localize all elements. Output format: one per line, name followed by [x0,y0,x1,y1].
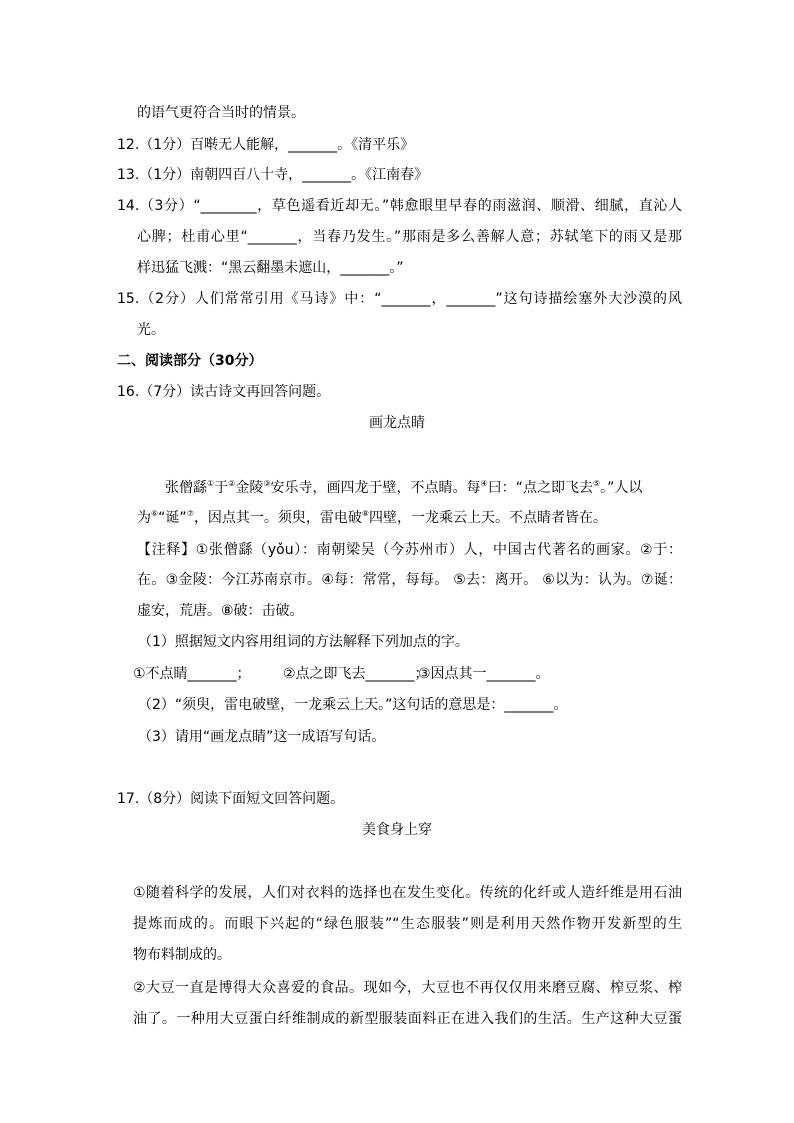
subquestion-3: （3）请用“画龙点睛”这一成语写句话。 [138,729,386,745]
passage-segment: 金陵 [235,480,264,496]
subquestion-1a: ①不点睛_______； [133,666,251,682]
annotation-line: 【注释】①张僧繇（yǒu）：南朝梁吴（今苏州市）人，中国古代著名的画家。②于： [137,542,682,558]
passage-text [137,510,607,526]
passage-segment: ，因点其一。须臾，雷电破 [193,510,362,526]
passage-segment: 。”人以 [600,480,643,496]
question-15: 15.（2分）人们常常引用《马诗》中：“_______，_______”这句诗描绘塞外大沙漠的风 [117,291,682,307]
footnote-marker: ⑦ [186,509,194,518]
article-line: 物布料制成的。 [133,947,231,963]
passage-segment: 四壁，一龙乘云上天。不点睛者皆在。 [369,510,608,526]
subquestion-1c: ③因点其一_______。 [418,666,550,682]
question-16: 16.（7分）读古诗文再回答问题。 [117,384,331,400]
article-line: ②大豆一直是博得大众喜爱的食品。现如今，大豆也不再仅仅用来磨豆腐、榨豆浆、榨 [133,980,682,996]
question-17: 17.（8分）阅读下面短文回答问题。 [117,791,345,807]
subquestion-1: （1）照据短文内容用组词的方法解释下列加点的字。 [138,634,469,650]
question-12: 12.（1分）百啭无人能解，_______。《清平乐》 [117,137,415,153]
footnote-marker: ② [228,479,236,488]
passage-line [165,479,682,497]
passage-segment: 于 [214,480,229,496]
annotation-line: 在。③金陵：今江苏南京市。④每：常常，每每。 ⑤去：离开。 ⑥以为：认为。⑦诞： [137,572,682,588]
question-14-cont: 心脾；杜甫心里“_______，当春乃发生。”那雨是多么善解人意；苏轼笔下的雨又是那 [137,229,682,245]
question-14-cont: 样迅猛飞溅：“黑云翻墨未遮山，_______。” [137,260,404,276]
subquestion-1b: ②点之即飞去_______； [283,666,429,682]
footnote-marker: ⑤ [592,479,601,488]
passage-text [165,479,642,497]
section-heading: 二、阅读部分（30分） [117,353,263,369]
passage-line [137,509,607,527]
footnote-marker: ⑧ [361,509,370,518]
passage-segment: 为 [137,510,151,526]
article-line: 油了。一种用大豆蛋白纤维制成的新型服装面料正在进入我们的生活。生产这种大豆蛋 [133,1011,682,1027]
text-line: 的语气更符合当时的情景。 [137,105,305,121]
article-title: 美食身上穿 [362,822,432,838]
article-line: ①随着科学的发展，人们对衣料的选择也在发生变化。传统的化纤或人造纤维是用石油 [133,885,682,901]
question-14: 14.（3分）“________，草色遥看近却无。”韩愈眼里早春的雨滋润、顺滑、细腻，直沁人 [117,198,682,214]
passage-title: 画龙点睛 [369,415,425,431]
passage-segment: 安乐寺，画四龙于壁，不点睛。每 [270,480,481,496]
article-line: 提炼而成的。而眼下兴起的“绿色服装”“生态服装”则是利用天然作物开发新型的生 [133,916,682,932]
footnote-marker: ① [207,479,215,488]
question-13: 13.（1分）南朝四百八十寺，_______。《江南春》 [117,167,429,183]
passage-segment: “诞” [158,510,187,526]
footnote-marker: ⑥ [151,509,159,518]
subquestion-2: （2）“须臾，雷电破壁，一龙乘云上天。”这句话的意思是：_______。 [138,697,568,713]
footnote-marker: ③ [263,479,271,488]
passage-segment: 曰：“点之即飞去 [487,480,593,496]
passage-segment: 张僧繇 [165,480,207,496]
footnote-marker: ④ [480,479,488,488]
annotation-line: 虚安，荒唐。⑧破：击破。 [137,603,304,619]
question-15-cont: 光。 [137,322,165,338]
